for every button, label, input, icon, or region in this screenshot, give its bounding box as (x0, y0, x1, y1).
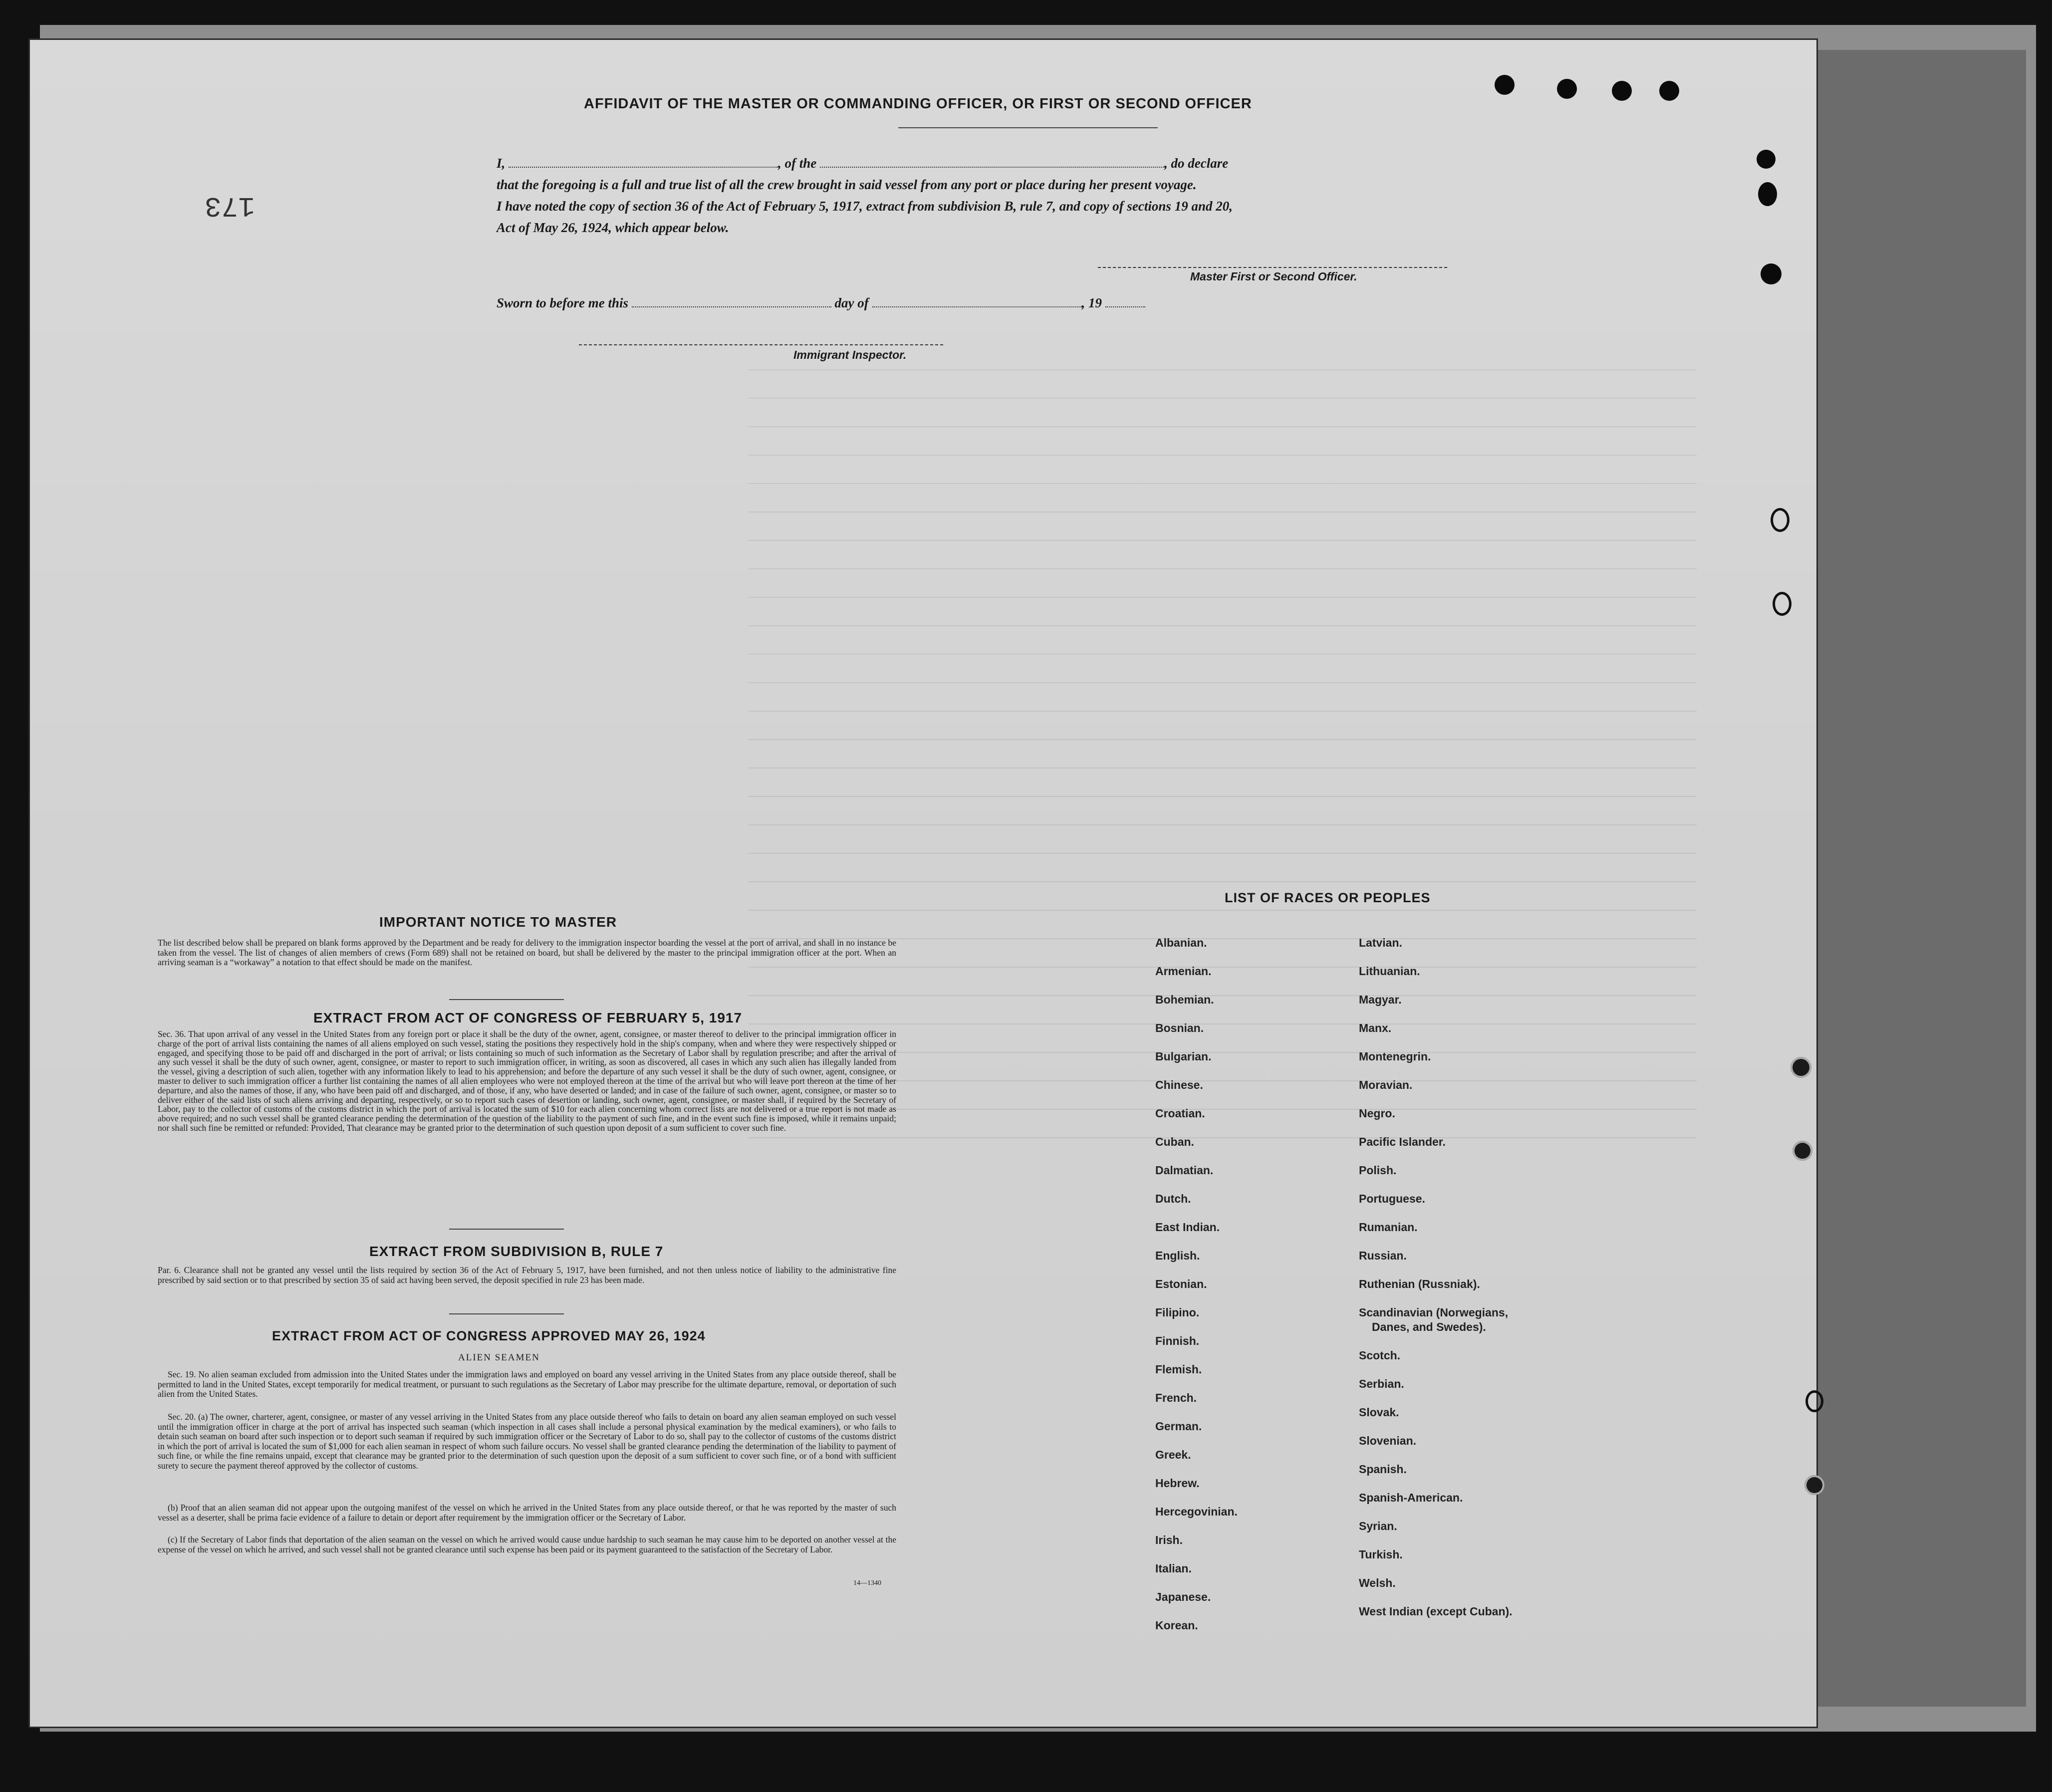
page-edge (1816, 50, 2026, 1707)
race-item: Danes, and Swedes). (1372, 1320, 1486, 1333)
race-item: Slovak. (1359, 1406, 1399, 1419)
ghost-row (749, 483, 1697, 484)
race-item: Pacific Islander. (1359, 1135, 1446, 1148)
punch-hole (1495, 75, 1515, 95)
notice-body: The list described below shall be prepared on blank forms approved by the Department and be ready for delivery to the immigration inspector boarding the vessel at the port of arrival, and shall in no instance be taken from the vessel. The list of changes of alien members of crews (Form 689) shall not be retained on board, but shall be delivered by the master to the principal immigration officer at the port. When an arriving seaman is a “workaway” a notation to that effect should be made on the manifest. (158, 938, 896, 967)
punch-hole (1557, 79, 1577, 99)
ghost-row (749, 796, 1697, 797)
affidavit-declare: , do declare (1164, 156, 1229, 171)
race-item: Russian. (1359, 1249, 1407, 1262)
master-caption: Master First or Second Officer. (1190, 270, 1357, 283)
race-item: Serbian. (1359, 1377, 1404, 1390)
sworn-line (497, 295, 1145, 311)
race-item: Bulgarian. (1155, 1050, 1212, 1063)
race-item: Croatian. (1155, 1107, 1205, 1120)
race-item: West Indian (except Cuban). (1359, 1605, 1513, 1618)
manifest-page (30, 40, 1816, 1727)
race-item: Irish. (1155, 1534, 1183, 1546)
race-item: Scandinavian (Norwegians, (1359, 1306, 1509, 1319)
race-item: Albanian. (1155, 936, 1207, 949)
race-item: Turkish. (1359, 1548, 1403, 1561)
ghost-row (749, 881, 1697, 882)
punch-hole (1659, 81, 1679, 101)
extract-1917-body: Sec. 36. That upon arrival of any vessel in the United States from any foreign port or place it shall be the duty of the owner, agent, consignee, or master thereof to deliver to the principal immigration officer in charge of the port of arrival lists containing the names of all aliens employed on such vessel, stating the positions they respectively hold in the ship's company, when and where they were respectively shipped or engaged, and specifying those to be paid off and discharged in the port of arrival; or lists containing so much of such information as the Secretary of Labor shall by regulation prescribe; and after the arrival of any such vessel it shall be the duty of such owner, agent, consignee, or master to report to such immigration officer, in writing, as soon as discovered, all cases in which any such alien has illegally landed from the vessel, giving a description of such alien, together with any information likely to lead to his apprehension; and before the departure of any such vessel it shall be the duty of such owner, agent, consignee, or master to deliver to such immigration officer a further list containing the names of all alien employees who were not employed thereon at the time of the arrival but who will leave port thereon at the time of her departure, and also the names of those, if any, who have been paid off and discharged, and of those, if any, who have deserted or landed; and in case of the failure of such owner, agent, consignee, or master so to deliver either of the said lists of such aliens arriving and departing, respectively, or so to report such cases of desertion or landing, such owner, agent, consignee, or master shall, if required by the Secretary of Labor, pay to the collector of customs of the customs district in which the port of arrival is located the sum of $10 for each alien concerning whom correct lists are not delivered or a true report is not made as above required; and no such vessel shall be granted clearance pending the determination of the question of the liability to the payment of such fine, and in the event such fine is imposed, while it remains unpaid; nor shall such fine be remitted or refunded: Provided, That clearance may be granted prior to the determination of such question upon deposit of a sum sufficient to cover such fine. (158, 1029, 896, 1133)
race-item: Magyar. (1359, 993, 1402, 1006)
declarant-name-field[interactable] (509, 167, 778, 168)
race-item: Chinese. (1155, 1078, 1203, 1091)
binder-hole (1793, 1141, 1812, 1161)
race-item: English. (1155, 1249, 1200, 1262)
ghost-row (749, 625, 1697, 626)
race-item: Hebrew. (1155, 1477, 1200, 1490)
race-item: Ruthenian (Russniak). (1359, 1278, 1480, 1290)
rule7-title: EXTRACT FROM SUBDIVISION B, RULE 7 (369, 1244, 664, 1259)
master-signature-field[interactable] (1098, 267, 1447, 268)
race-item: East Indian. (1155, 1221, 1220, 1234)
race-item: Flemish. (1155, 1363, 1202, 1376)
race-item: Slovenian. (1359, 1434, 1417, 1447)
sworn-year-field[interactable] (1105, 306, 1145, 307)
race-item: Scotch. (1359, 1349, 1401, 1362)
race-item: German. (1155, 1420, 1202, 1433)
ghost-row (749, 995, 1697, 996)
title-divider (898, 127, 1158, 128)
race-item: Portuguese. (1359, 1192, 1425, 1205)
race-item: Rumanian. (1359, 1221, 1418, 1234)
extract-1924-subtitle: ALIEN SEAMEN (458, 1352, 540, 1363)
inspector-caption: Immigrant Inspector. (793, 348, 907, 361)
extract-1924-sec20c: (c) If the Secretary of Labor finds that deportation of the alien seaman on the vessel on which he arrived would cause undue hardship to such seaman he may cause him to be deported on another vessel at the expense of the vessel on which he arrived, and such vessel shall not be granted clearance until such expense has been paid or its payment guaranteed to the satisfaction of the Secretary of Labor. (158, 1535, 896, 1554)
extract-1917-title: EXTRACT FROM ACT OF CONGRESS OF FEBRUARY 5, 1917 (313, 1010, 743, 1025)
race-item: Cuban. (1155, 1135, 1194, 1148)
ghost-row (749, 568, 1697, 569)
ghost-row (749, 682, 1697, 683)
race-item: Dutch. (1155, 1192, 1191, 1205)
form-number: 14—1340 (853, 1579, 881, 1587)
sworn-prefix: Sworn to before me this (497, 295, 629, 310)
sworn-day-of: day of (834, 295, 869, 310)
race-item: Welsh. (1359, 1576, 1396, 1589)
binder-hole (1791, 1057, 1811, 1078)
race-item: Italian. (1155, 1562, 1192, 1575)
rule7-body: Par. 6. Clearance shall not be granted any vessel until the lists required by section 36 of the Act of February 5, 1917, have been furnished, and not then unless notice of liability to the administrative fine prescribed by said section or to that prescribed by section 35 of said act having been served, the deposit specified in rule 23 has been made. (158, 1265, 896, 1285)
race-item: Greek. (1155, 1448, 1191, 1461)
race-item: French. (1155, 1391, 1197, 1404)
punch-hole (1612, 81, 1632, 101)
ghost-row (749, 540, 1697, 541)
race-item: Moravian. (1359, 1078, 1413, 1091)
affidavit-of-the: , of the (778, 156, 817, 171)
ghost-row (749, 426, 1697, 427)
race-item: Armenian. (1155, 965, 1212, 978)
affidavit-line-1 (497, 156, 1228, 171)
race-item: Estonian. (1155, 1278, 1207, 1290)
race-item: Spanish-American. (1359, 1491, 1463, 1504)
binder-ring (1805, 1390, 1823, 1412)
sworn-day-field[interactable] (632, 306, 831, 307)
binder-ring (1771, 508, 1790, 532)
ghost-row (749, 824, 1697, 825)
race-item: Filipino. (1155, 1306, 1200, 1319)
ghost-row (749, 654, 1697, 655)
binder-ring (1773, 592, 1792, 616)
extract-1924-sec20a: Sec. 20. (a) The owner, charterer, agent, consignee, or master of any vessel arriving in the United States from any place outside thereof who fails to detain on board any alien seaman employed on such vessel until the immigration officer in charge at the port of arrival has inspected such seaman (which inspection in all cases shall include a personal physical examination by the medical examiners), or who fails to detain such seaman on board after such inspection or to deport such seaman if required by such immigration officer or the Secretary of Labor to do so, shall pay to the collector of customs of the customs district in which the port of arrival is located the sum of $1,000 for each alien seaman in respect of whom such failure occurs. No vessel shall be granted clearance pending the determination of the liability to payment of such fine, or while the fine remains unpaid, except that clearance may be granted prior to the determination of such question upon the deposit of a sum sufficient to cover such fine, or of a bond with sufficient surety to secure the payment thereof approved by the collector of customs. (158, 1412, 896, 1471)
affidavit-line-3: I have noted the copy of section 36 of the Act of February 5, 1917, extract from subdivision B, rule 7, and copy of sections 19 and 20, (497, 199, 1233, 214)
ghost-row (749, 369, 1697, 370)
binder-hole (1804, 1475, 1824, 1495)
sworn-month-field[interactable] (872, 306, 1082, 307)
ghost-row (749, 711, 1697, 712)
race-item: Lithuanian. (1359, 965, 1420, 978)
affidavit-i: I, (497, 156, 506, 171)
punch-hole (1757, 150, 1776, 169)
page-number: 173 (205, 190, 255, 222)
notice-title: IMPORTANT NOTICE TO MASTER (379, 914, 617, 930)
extract-1924-sec20b: (b) Proof that an alien seaman did not appear upon the outgoing manifest of the vessel on which he arrived in the United States from any place outside thereof, or that he was reported by the master of such vessel as a deserter, shall be prima facie evidence of a failure to detain or deport after requirement by the immigration officer or the Secretary of Labor. (158, 1503, 896, 1523)
race-item: Finnish. (1155, 1334, 1200, 1347)
ghost-row (749, 739, 1697, 740)
vessel-name-field[interactable] (820, 167, 1164, 168)
affidavit-line-4: Act of May 26, 1924, which appear below. (497, 220, 729, 235)
ghost-row (749, 853, 1697, 854)
inspector-signature-field[interactable] (579, 344, 943, 345)
ghost-row (749, 1137, 1697, 1138)
rule7-divider (449, 1313, 564, 1314)
punch-hole (1758, 182, 1777, 206)
race-item: Korean. (1155, 1619, 1198, 1632)
affidavit-line-2: that the foregoing is a full and true list of all the crew brought in said vessel from any port or place during her present voyage. (497, 177, 1197, 192)
race-item: Polish. (1359, 1164, 1397, 1177)
race-item: Spanish. (1359, 1463, 1407, 1476)
extract-1917-divider (449, 1229, 564, 1230)
race-item: Bosnian. (1155, 1022, 1204, 1034)
race-item: Hercegovinian. (1155, 1505, 1238, 1518)
extract-1924-sec19: Sec. 19. No alien seaman excluded from admission into the United States under the immigration laws and employed on board any vessel arriving in the United States from any place outside thereof, shall be permitted to land in the United States, except temporarily for medical treatment, or pursuant to such regulations as the Secretary of Labor may prescribe for the ultimate departure, removal, or deportation of such alien from the United States. (158, 1369, 896, 1399)
race-item: Manx. (1359, 1022, 1392, 1034)
ghost-row (749, 597, 1697, 598)
ghost-row (749, 910, 1697, 911)
race-item: Bohemian. (1155, 993, 1214, 1006)
race-item: Latvian. (1359, 936, 1402, 949)
race-item: Negro. (1359, 1107, 1395, 1120)
sworn-year: , 19 (1081, 295, 1102, 310)
punch-hole (1761, 263, 1782, 284)
race-item: Dalmatian. (1155, 1164, 1214, 1177)
affidavit-title: AFFIDAVIT OF THE MASTER OR COMMANDING OFFICER, OR FIRST OR SECOND OFFICER (584, 96, 1252, 112)
ghost-row (749, 455, 1697, 456)
extract-1924-title: EXTRACT FROM ACT OF CONGRESS APPROVED MAY 26, 1924 (272, 1328, 706, 1343)
race-item: Syrian. (1359, 1520, 1397, 1533)
notice-divider (449, 999, 564, 1000)
race-item: Japanese. (1155, 1590, 1211, 1603)
races-title: LIST OF RACES OR PEOPLES (1225, 890, 1431, 905)
ghost-row (749, 398, 1697, 399)
race-item: Montenegrin. (1359, 1050, 1431, 1063)
